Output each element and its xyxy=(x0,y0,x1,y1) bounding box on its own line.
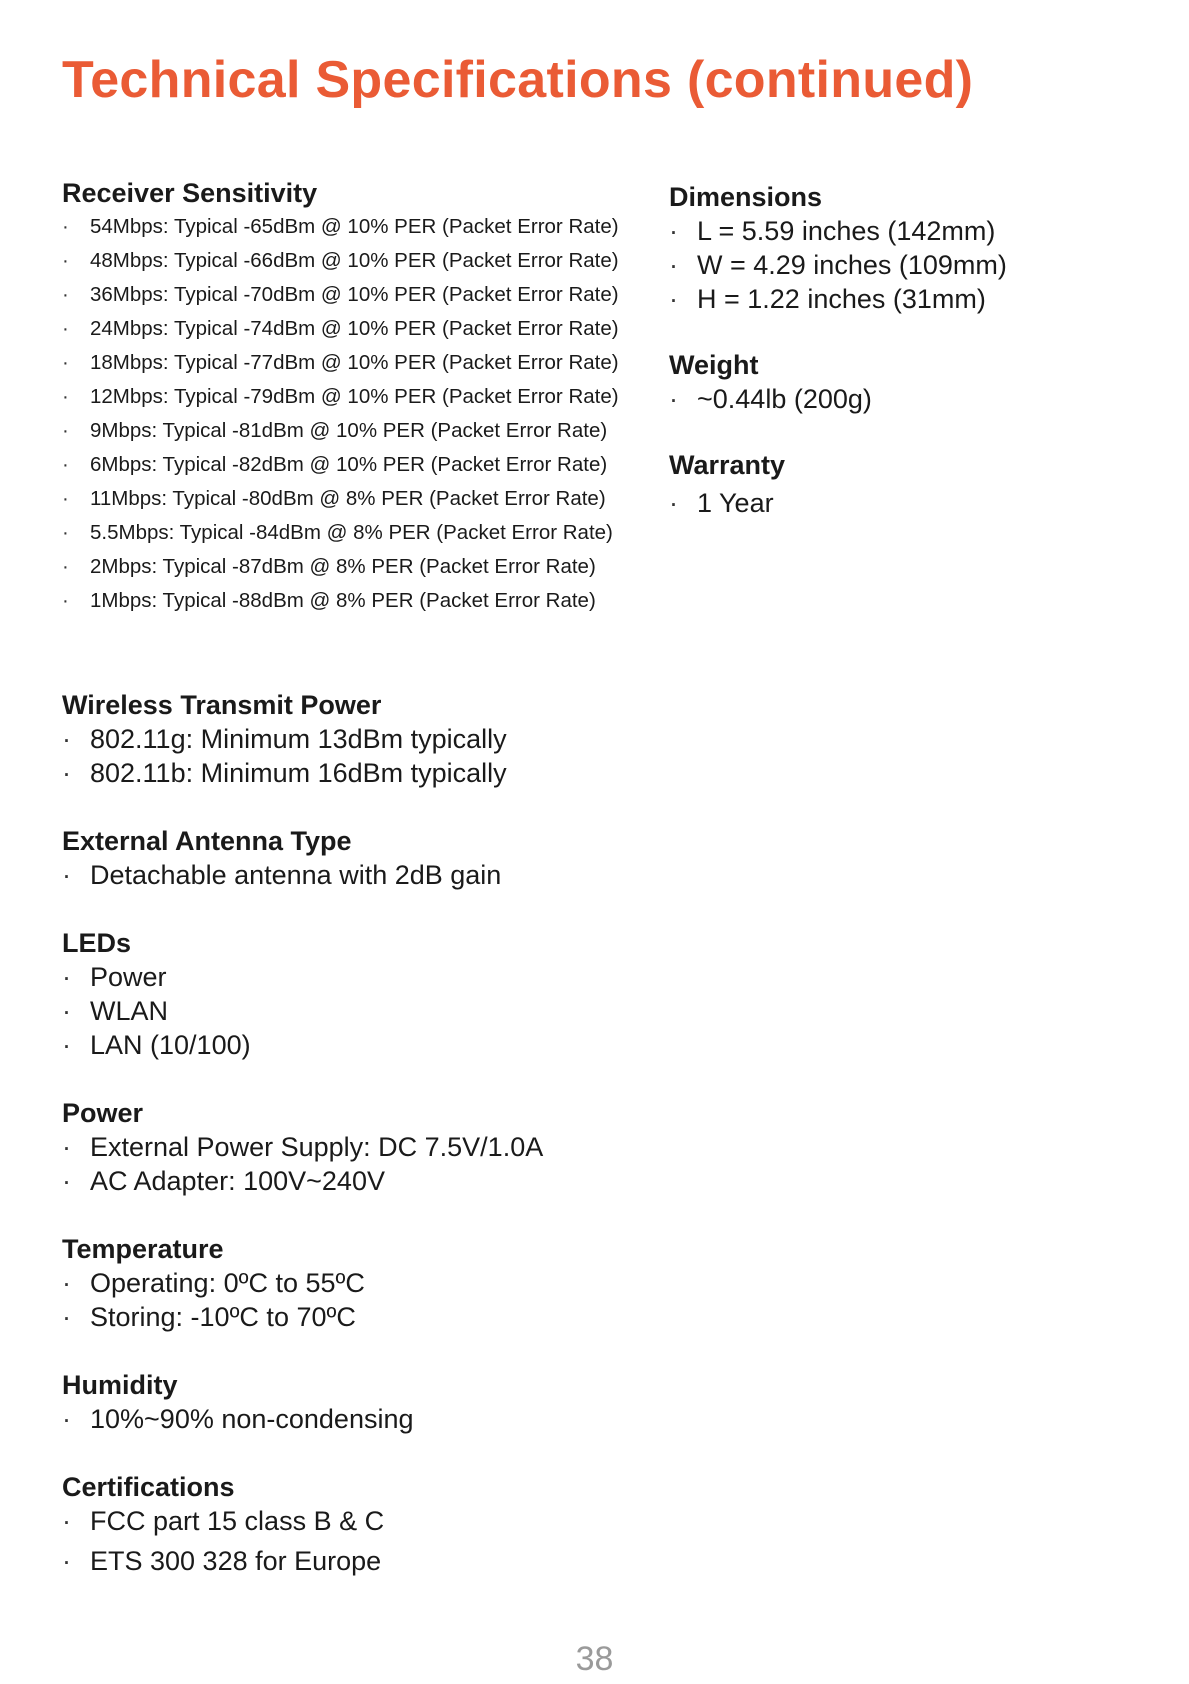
section-wireless-transmit-power xyxy=(62,688,662,790)
page-title: Technical Specifications (continued) xyxy=(62,51,974,109)
right-column xyxy=(669,180,1149,520)
list-item: · 1 Year xyxy=(669,486,1149,520)
list-item: · W = 4.29 inches (109mm) xyxy=(669,248,1149,282)
spec-list xyxy=(62,1130,662,1198)
list-item: · 6Mbps: Typical -82dBm @ 10% PER (Packet Error Rate) xyxy=(62,448,662,482)
list-item: · 48Mbps: Typical -66dBm @ 10% PER (Packet Error Rate) xyxy=(62,244,662,278)
spec-list xyxy=(669,382,1149,416)
list-item: · External Power Supply: DC 7.5V/1.0A xyxy=(62,1130,662,1164)
list-item: · 12Mbps: Typical -79dBm @ 10% PER (Packet Error Rate) xyxy=(62,380,662,414)
list-item: · Detachable antenna with 2dB gain xyxy=(62,858,662,892)
list-item: · FCC part 15 class B & C xyxy=(62,1504,662,1538)
section-receiver-sensitivity xyxy=(62,176,662,618)
section-heading: Certifications xyxy=(62,1472,235,1502)
list-item: · 1Mbps: Typical -88dBm @ 8% PER (Packet Error Rate) xyxy=(62,584,662,618)
list-item: · Operating: 0ºC to 55ºC xyxy=(62,1266,662,1300)
spec-list xyxy=(62,1266,662,1334)
list-item: · ~0.44lb (200g) xyxy=(669,382,1149,416)
list-item: · 54Mbps: Typical -65dBm @ 10% PER (Packet Error Rate) xyxy=(62,210,662,244)
list-item: · 802.11g: Minimum 13dBm typically xyxy=(62,722,662,756)
section-heading: LEDs xyxy=(62,928,132,958)
section-heading: Warranty xyxy=(669,450,786,480)
list-item: · H = 1.22 inches (31mm) xyxy=(669,282,1149,316)
list-item: · 11Mbps: Typical -80dBm @ 8% PER (Packet Error Rate) xyxy=(62,482,662,516)
section-heading: Power xyxy=(62,1098,144,1128)
list-item: · AC Adapter: 100V~240V xyxy=(62,1164,662,1198)
list-item: · ETS 300 328 for Europe xyxy=(62,1544,662,1578)
list-item: · 24Mbps: Typical -74dBm @ 10% PER (Packet Error Rate) xyxy=(62,312,662,346)
left-column xyxy=(62,176,662,1578)
list-item: · Storing: -10ºC to 70ºC xyxy=(62,1300,662,1334)
page-number: 38 xyxy=(575,1640,614,1678)
list-item: · WLAN xyxy=(62,994,662,1028)
list-item: · 36Mbps: Typical -70dBm @ 10% PER (Packet Error Rate) xyxy=(62,278,662,312)
list-item: · 10%~90% non-condensing xyxy=(62,1402,662,1436)
section-leds xyxy=(62,926,662,1062)
section-heading: Weight xyxy=(669,350,759,380)
spec-list xyxy=(669,214,1149,316)
list-item: · 9Mbps: Typical -81dBm @ 10% PER (Packet Error Rate) xyxy=(62,414,662,448)
list-item: · 5.5Mbps: Typical -84dBm @ 8% PER (Packet Error Rate) xyxy=(62,516,662,550)
section-heading: Dimensions xyxy=(669,182,823,212)
spec-list xyxy=(62,858,662,892)
section-certifications xyxy=(62,1470,662,1578)
section-heading: External Antenna Type xyxy=(62,826,352,856)
list-item: · Power xyxy=(62,960,662,994)
spec-list xyxy=(669,486,1149,520)
section-heading: Humidity xyxy=(62,1370,178,1400)
spec-list xyxy=(62,960,662,1062)
spec-list xyxy=(62,722,662,790)
section-weight xyxy=(669,348,1149,416)
list-item: · 802.11b: Minimum 16dBm typically xyxy=(62,756,662,790)
spec-list xyxy=(62,1402,662,1436)
section-humidity xyxy=(62,1368,662,1436)
section-heading: Receiver Sensitivity xyxy=(62,178,318,208)
section-warranty xyxy=(669,448,1149,520)
section-heading: Wireless Transmit Power xyxy=(62,690,382,720)
spec-list xyxy=(62,1504,662,1578)
list-item: · LAN (10/100) xyxy=(62,1028,662,1062)
section-power xyxy=(62,1096,662,1198)
section-external-antenna-type xyxy=(62,824,662,892)
list-item: · 2Mbps: Typical -87dBm @ 8% PER (Packet Error Rate) xyxy=(62,550,662,584)
list-item: · L = 5.59 inches (142mm) xyxy=(669,214,1149,248)
list-item: · 18Mbps: Typical -77dBm @ 10% PER (Packet Error Rate) xyxy=(62,346,662,380)
section-dimensions xyxy=(669,180,1149,316)
section-temperature xyxy=(62,1232,662,1334)
section-heading: Temperature xyxy=(62,1234,224,1264)
spec-list xyxy=(62,210,662,618)
